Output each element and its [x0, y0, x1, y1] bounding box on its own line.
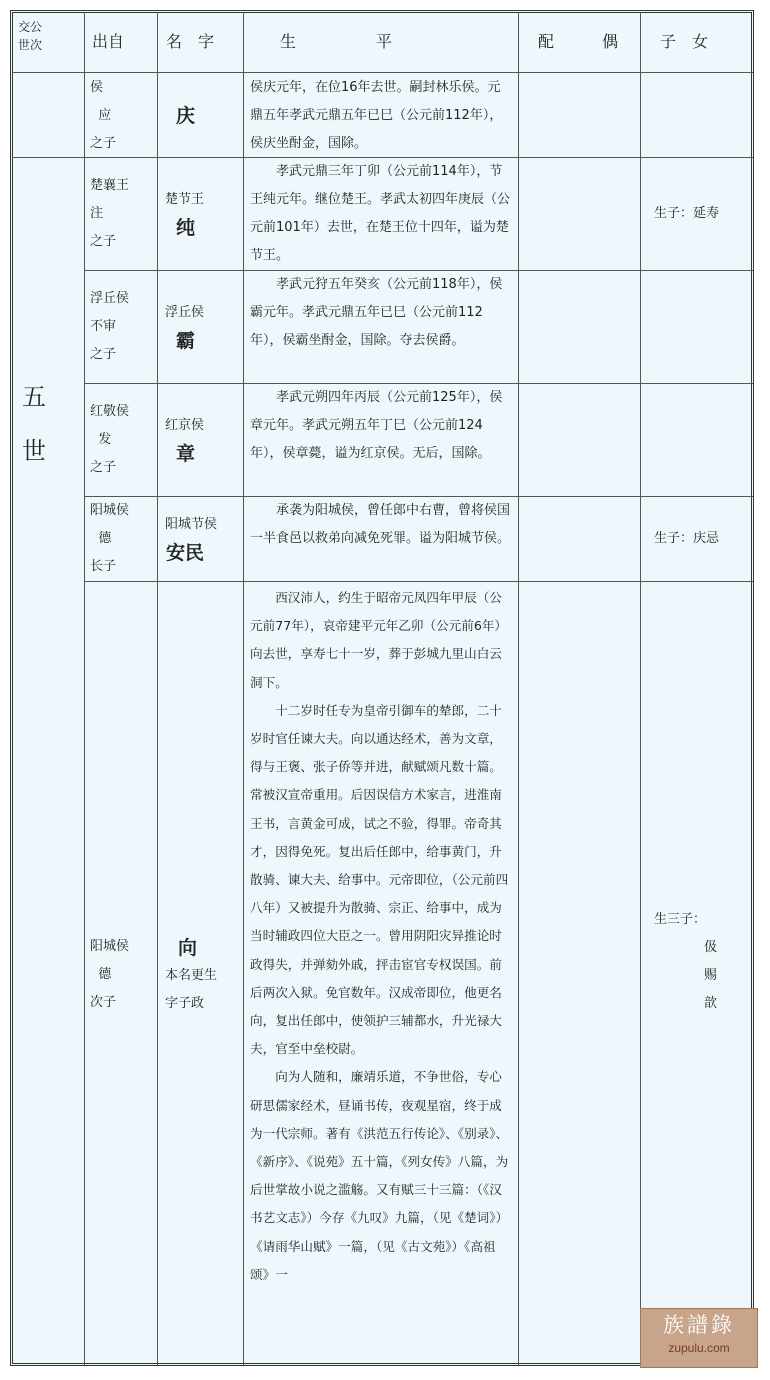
- watermark-title: 族譜錄: [663, 1313, 735, 1337]
- row-name: 向: [178, 937, 198, 959]
- col-divider: [157, 12, 158, 1365]
- row-title: 楚节王: [165, 192, 205, 207]
- row-origin: 浮丘侯 不审 之子: [90, 291, 130, 362]
- row-life: 侯庆元年，在位16年去世。嗣封林乐侯。元鼎五年孝武元鼎五年已巳（公元前112年），侯庆坐酎金，国除。: [250, 80, 503, 151]
- row-life: [250, 158, 512, 270]
- row-life-text: 孝武元狩五年癸亥（公元前118年），侯霸元年。孝武元鼎五年已巳（公元前112年），侯霸坐酎金，国除。夺去侯爵。: [250, 277, 503, 348]
- row-note: [165, 962, 243, 1018]
- row-divider: [84, 581, 753, 582]
- header-spouse: 配 偶: [538, 32, 619, 51]
- row-name: 霸: [176, 330, 196, 352]
- watermark-logo: [640, 1308, 758, 1368]
- row-children: 生子：庆忌: [654, 531, 720, 546]
- row-life: [250, 584, 512, 1289]
- header-generation-line1: 交公: [18, 20, 43, 34]
- row-note-line: 本名更生: [165, 968, 218, 983]
- header-generation-line2: 世次: [18, 38, 43, 52]
- generation-label: 五 世: [22, 383, 46, 465]
- row-note-line: 字子政: [165, 996, 205, 1011]
- row-divider: [12, 72, 753, 73]
- col-divider: [243, 12, 244, 1365]
- row-name: 纯: [176, 217, 196, 239]
- col-divider: [640, 12, 641, 1365]
- child-name: 伋: [704, 940, 718, 955]
- life-paragraph: 向为人随和，廉靖乐道，不争世俗，专心研思儒家经术，昼诵书传，夜观星宿，终于成为一代宗师。著有《洪范五行传论》、《别录》、《新序》、《说苑》五十篇，《列女传》八篇，为后世掌故小说之滥觞。又有赋三十三篇：（《汉书艺文志》）今存《九叹》九篇，（见《楚词》）《请雨华山赋》一篇，（见《古文苑》）《高祖颂》一: [250, 1069, 509, 1282]
- row-children: [654, 906, 748, 1018]
- row-life-text: 孝武元鼎三年丁卯（公元前114年），节王纯元年。继位楚王。孝武太初四年庚辰（公元前101年）去世，在楚王位十四年，谥为楚节王。: [250, 164, 511, 263]
- header-children: 子 女: [660, 32, 709, 51]
- child-name: 歆: [704, 996, 718, 1011]
- life-paragraph: 十二岁时任专为皇帝引御车的辇郎，二十岁时官任谏大夫。向以通达经术，善为文章，得与王褒、张子侨等并进，献赋颂凡数十篇。常被汉宣帝重用。后因误信方术家言，进淮南王书，言黄金可成，试之不验，得罪。帝奇其才，因得免死。复出后任郎中，给事黄门，升散骑、谏大夫、给事中。元帝即位，（公元前四八年）又被提升为散骑、宗正、给事中，成为当时辅政四位大臣之一。曾用阴阳灾异推论时政得失，并弹劾外戚，抨击宦官专权误国。前后两次入狱。免官数年。汉成帝即位，他更名向，复出任郎中，使领护三辅都水，升光禄大夫，官至中垒校尉。: [250, 702, 509, 1057]
- children-title: 生三子：: [654, 912, 707, 927]
- col-divider: [84, 12, 85, 1365]
- row-name: 章: [176, 443, 196, 465]
- row-life: [250, 384, 512, 468]
- row-children: 生子：延寿: [654, 206, 720, 221]
- row-origin: 楚襄王 注 之子: [90, 178, 130, 249]
- row-title: 红京侯: [165, 418, 205, 433]
- header-origin: 出自: [92, 32, 125, 51]
- row-origin: 红敬侯 发 之子: [90, 404, 130, 475]
- header-name: 名 字: [166, 32, 215, 51]
- child-name: 赐: [704, 968, 718, 983]
- row-life-text: 孝武元朔四年丙辰（公元前125年），侯章元年。孝武元朔五年丁巳（公元前124年），侯章薨，谥为红京侯。无后，国除。: [250, 390, 503, 461]
- row-origin: 阳城侯 德 长子: [90, 503, 130, 574]
- row-origin: 阳城侯 德 次子: [90, 939, 130, 1010]
- row-name: 安民: [166, 542, 205, 564]
- row-life: [250, 497, 512, 553]
- header-generation: [18, 18, 78, 54]
- header-life: 生 平: [280, 32, 393, 51]
- row-name: 庆: [176, 105, 196, 127]
- row-life-text: 承袭为阳城侯，曾任郎中右曹，曾将侯国一半食邑以救弟向减免死罪。谥为阳城节侯。: [250, 503, 511, 546]
- row-title: 阳城节侯: [165, 517, 218, 532]
- life-paragraph: 西汉沛人，约生于昭帝元凤四年甲辰（公元前77年），哀帝建平元年乙卯（公元前6年）向去世，享寿七十一岁，葬于彭城九里山白云洞下。: [250, 590, 508, 690]
- row-origin: 侯 应 之子: [90, 80, 117, 151]
- row-life: [250, 271, 512, 355]
- watermark-url: zupulu.com: [668, 1341, 730, 1355]
- col-divider: [518, 12, 519, 1365]
- row-title: 浮丘侯: [165, 305, 205, 320]
